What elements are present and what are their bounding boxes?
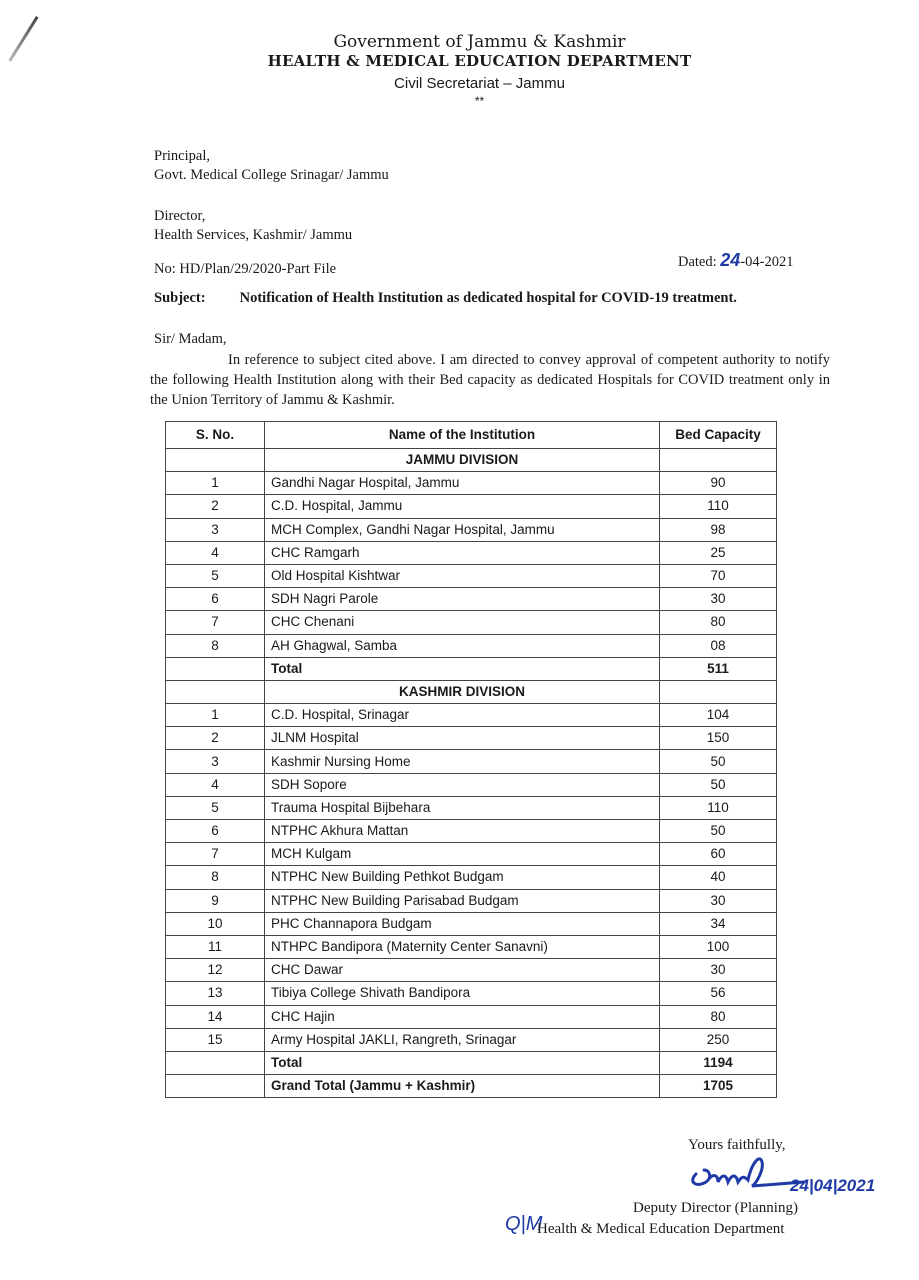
table-row: [166, 773, 777, 796]
table-row: [166, 866, 777, 889]
table-row: [166, 564, 777, 587]
cell-beds: 50: [660, 820, 777, 843]
recipient-title: Director,: [154, 208, 206, 224]
header-beds: Bed Capacity: [660, 422, 777, 449]
cell-name: JLNM Hospital: [265, 727, 660, 750]
dated-day-handwritten: 24: [720, 250, 741, 270]
cell-sno: 4: [166, 773, 265, 796]
cell-beds: 30: [660, 959, 777, 982]
cell-beds: 80: [660, 611, 777, 634]
cell-beds: 34: [660, 912, 777, 935]
cell-beds: 100: [660, 935, 777, 958]
cell-sno: 11: [166, 935, 265, 958]
division-name: KASHMIR DIVISION: [265, 680, 660, 703]
table-row: [166, 634, 777, 657]
signatory-department: Health & Medical Education Department: [537, 1221, 785, 1237]
recipient-org: Health Services, Kashmir/ Jammu: [154, 227, 353, 243]
cell-name: NTPHC New Building Parisabad Budgam: [265, 889, 660, 912]
cell-sno: 13: [166, 982, 265, 1005]
cell-name: NTHPC Bandipora (Maternity Center Sanavni): [265, 935, 660, 958]
division-row-jammu: [166, 449, 777, 472]
salutation: Sir/ Madam,: [154, 331, 227, 347]
cell-sno: 15: [166, 1028, 265, 1051]
recipient-director: [154, 207, 352, 245]
cell-name: SDH Nagri Parole: [265, 588, 660, 611]
table-row: [166, 796, 777, 819]
hospital-bed-table: [165, 421, 777, 1098]
cell-beds: 50: [660, 750, 777, 773]
cell-sno: 2: [166, 495, 265, 518]
cell-beds: 25: [660, 541, 777, 564]
table-row: [166, 982, 777, 1005]
cell-name: Tibiya College Shivath Bandipora: [265, 982, 660, 1005]
table-row: [166, 727, 777, 750]
signature-icon: [686, 1152, 806, 1192]
recipient-title: Principal,: [154, 148, 210, 164]
letterhead-government: Government of Jammu & Kashmir: [333, 32, 626, 52]
date-line: [678, 250, 793, 271]
body-text: In reference to subject cited above. I am directed to convey approval of competent authority to notify the following Health Institution along with their Bed capacity as dedicated Hospitals for COVID treatment only in the Union Territory of Jammu & Kashmir.: [150, 352, 830, 408]
total-value: 511: [660, 657, 777, 680]
cell-beds: 40: [660, 866, 777, 889]
cell-beds: 104: [660, 704, 777, 727]
cell-beds: 60: [660, 843, 777, 866]
table-row: [166, 541, 777, 564]
total-row-jammu: [166, 657, 777, 680]
division-row-kashmir: [166, 680, 777, 703]
recipient-principal: [154, 147, 389, 185]
cell-sno: 3: [166, 518, 265, 541]
table-row: [166, 959, 777, 982]
reference-number: No: HD/Plan/29/2020-Part File: [154, 261, 337, 277]
cell-beds: 08: [660, 634, 777, 657]
cell-name: MCH Kulgam: [265, 843, 660, 866]
cell-name: Army Hospital JAKLI, Rangreth, Srinagar: [265, 1028, 660, 1051]
grand-total-value: 1705: [660, 1075, 777, 1098]
table-row: [166, 820, 777, 843]
cell-sno: 8: [166, 634, 265, 657]
cell-name: AH Ghagwal, Samba: [265, 634, 660, 657]
cell-name: Trauma Hospital Bijbehara: [265, 796, 660, 819]
cell-beds: 110: [660, 796, 777, 819]
subject-text: Notification of Health Institution as dedicated hospital for COVID-19 treatment.: [239, 290, 737, 306]
cell-sno: 7: [166, 611, 265, 634]
valediction: Yours faithfully,: [688, 1137, 786, 1153]
table-row: [166, 495, 777, 518]
total-value: 1194: [660, 1051, 777, 1074]
cell-sno: 12: [166, 959, 265, 982]
cell-beds: 56: [660, 982, 777, 1005]
table-row: [166, 1028, 777, 1051]
cell-sno: 6: [166, 820, 265, 843]
table-row: [166, 518, 777, 541]
table-row: [166, 843, 777, 866]
cell-name: Gandhi Nagar Hospital, Jammu: [265, 472, 660, 495]
handwritten-initials: Q|M: [505, 1213, 543, 1235]
table-row: [166, 889, 777, 912]
subject-label: Subject:: [154, 290, 206, 306]
table-header-row: [166, 422, 777, 449]
cell-beds: 250: [660, 1028, 777, 1051]
table-row: [166, 750, 777, 773]
table-body: [166, 449, 777, 1098]
cell-sno: 4: [166, 541, 265, 564]
body-paragraph: [150, 350, 830, 410]
cell-sno: 5: [166, 796, 265, 819]
table-row: [166, 588, 777, 611]
cell-sno: 9: [166, 889, 265, 912]
table-row: [166, 472, 777, 495]
cell-sno: 14: [166, 1005, 265, 1028]
cell-sno: 3: [166, 750, 265, 773]
cell-name: C.D. Hospital, Jammu: [265, 495, 660, 518]
cell-name: PHC Channapora Budgam: [265, 912, 660, 935]
cell-sno: 1: [166, 704, 265, 727]
cell-name: CHC Ramgarh: [265, 541, 660, 564]
cell-sno: 6: [166, 588, 265, 611]
cell-beds: 110: [660, 495, 777, 518]
cell-sno: 1: [166, 472, 265, 495]
cell-beds: 30: [660, 889, 777, 912]
table-row: [166, 1005, 777, 1028]
cell-sno: 8: [166, 866, 265, 889]
table-row: [166, 704, 777, 727]
cell-beds: 150: [660, 727, 777, 750]
table-row: [166, 912, 777, 935]
table-row: [166, 611, 777, 634]
cell-beds: 90: [660, 472, 777, 495]
cell-beds: 50: [660, 773, 777, 796]
letterhead-department: HEALTH & MEDICAL EDUCATION DEPARTMENT: [267, 52, 692, 70]
cell-beds: 70: [660, 564, 777, 587]
letterhead-office: Civil Secretariat – Jammu: [394, 75, 565, 92]
cell-sno: 10: [166, 912, 265, 935]
grand-total-label: Grand Total (Jammu + Kashmir): [265, 1075, 660, 1098]
letterhead-separator: **: [474, 94, 485, 108]
division-name: JAMMU DIVISION: [265, 449, 660, 472]
cell-beds: 80: [660, 1005, 777, 1028]
subject-line: [154, 290, 737, 307]
signature-date: 24|04|2021: [790, 1176, 876, 1195]
cell-name: NTPHC Akhura Mattan: [265, 820, 660, 843]
cell-sno: 7: [166, 843, 265, 866]
cell-name: C.D. Hospital, Srinagar: [265, 704, 660, 727]
total-row-kashmir: [166, 1051, 777, 1074]
cell-sno: 2: [166, 727, 265, 750]
cell-name: NTPHC New Building Pethkot Budgam: [265, 866, 660, 889]
cell-name: Old Hospital Kishtwar: [265, 564, 660, 587]
grand-total-row: [166, 1075, 777, 1098]
cell-beds: 98: [660, 518, 777, 541]
designation: Deputy Director (Planning): [633, 1200, 798, 1216]
cell-name: CHC Chenani: [265, 611, 660, 634]
cell-beds: 30: [660, 588, 777, 611]
header-name: Name of the Institution: [265, 422, 660, 449]
dated-rest: -04-2021: [740, 254, 794, 270]
cell-sno: 5: [166, 564, 265, 587]
dated-label: Dated:: [678, 254, 717, 270]
recipient-org: Govt. Medical College Srinagar/ Jammu: [154, 167, 389, 183]
cell-name: MCH Complex, Gandhi Nagar Hospital, Jammu: [265, 518, 660, 541]
cell-name: CHC Dawar: [265, 959, 660, 982]
total-label: Total: [265, 657, 660, 680]
total-label: Total: [265, 1051, 660, 1074]
table-row: [166, 935, 777, 958]
header-sno: S. No.: [166, 422, 265, 449]
cell-name: CHC Hajin: [265, 1005, 660, 1028]
cell-name: SDH Sopore: [265, 773, 660, 796]
cell-name: Kashmir Nursing Home: [265, 750, 660, 773]
